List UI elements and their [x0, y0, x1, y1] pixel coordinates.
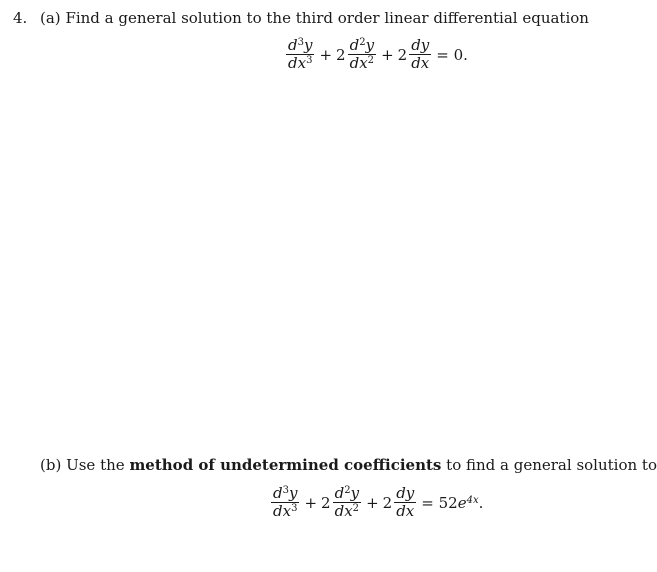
numerator-power: 2 [359, 37, 366, 48]
part-a-label: (a) [40, 9, 61, 27]
part-a-equation [285, 38, 472, 71]
coefficient: 2 [336, 45, 346, 64]
plus-sign: + [381, 45, 394, 64]
denominator-dx: dx [273, 502, 292, 520]
part-b-method-emphasis: method of undetermined coefficients [129, 456, 442, 474]
plus-sign: + [304, 493, 318, 512]
denominator-power: 2 [367, 55, 375, 66]
numerator-var: y [365, 36, 375, 54]
coefficient: 2 [382, 493, 393, 512]
rhs [421, 494, 483, 512]
plus-sign: + [319, 45, 333, 64]
part-a-text: Find a general solution to the third order linear differential equation [65, 9, 589, 27]
coefficient: 2 [397, 45, 408, 64]
numerator-power: 3 [297, 37, 304, 48]
denominator-power: 2 [352, 503, 360, 514]
denominator-dx: dx [334, 502, 353, 520]
numerator-power: 3 [282, 485, 289, 496]
denominator-power: 3 [291, 503, 298, 514]
rhs-end: . [478, 493, 484, 512]
denominator-dx: dx [288, 54, 307, 72]
rhs-exponent: 4x [466, 494, 479, 506]
part-b-label: (b) [40, 456, 62, 474]
second-derivative-fraction [348, 38, 376, 71]
plus-sign: + [366, 493, 379, 512]
numerator-d: d [273, 484, 283, 502]
numerator-d: d [349, 36, 360, 54]
numerator-var: y [303, 36, 313, 54]
part-b-equation [270, 486, 487, 519]
part-a-prompt [40, 9, 589, 27]
denominator-power: 3 [306, 55, 313, 66]
denominator-dx: dx [349, 54, 368, 72]
question-number: 4. [13, 9, 28, 27]
numerator-dy: dy [396, 484, 415, 502]
rhs-prefix: = 52 [421, 493, 458, 512]
first-derivative-fraction [394, 486, 416, 519]
part-b-text-before: Use the [66, 456, 125, 474]
part-b-prompt [40, 456, 657, 474]
denominator-dx: dx [411, 54, 430, 72]
second-derivative-fraction [333, 486, 361, 519]
numerator-var: y [288, 484, 298, 502]
numerator-d: d [334, 484, 345, 502]
numerator-power: 2 [344, 485, 351, 496]
rhs: = 0. [436, 45, 468, 64]
first-derivative-fraction [409, 38, 431, 71]
coefficient: 2 [321, 493, 331, 512]
numerator-dy: dy [411, 36, 430, 54]
numerator-d: d [288, 36, 298, 54]
third-derivative-fraction [286, 38, 314, 71]
denominator-dx: dx [396, 502, 415, 520]
third-derivative-fraction [271, 486, 299, 519]
part-b-text-after: to find a general solution to [446, 456, 657, 474]
rhs-base: e [457, 493, 467, 512]
numerator-var: y [350, 484, 360, 502]
